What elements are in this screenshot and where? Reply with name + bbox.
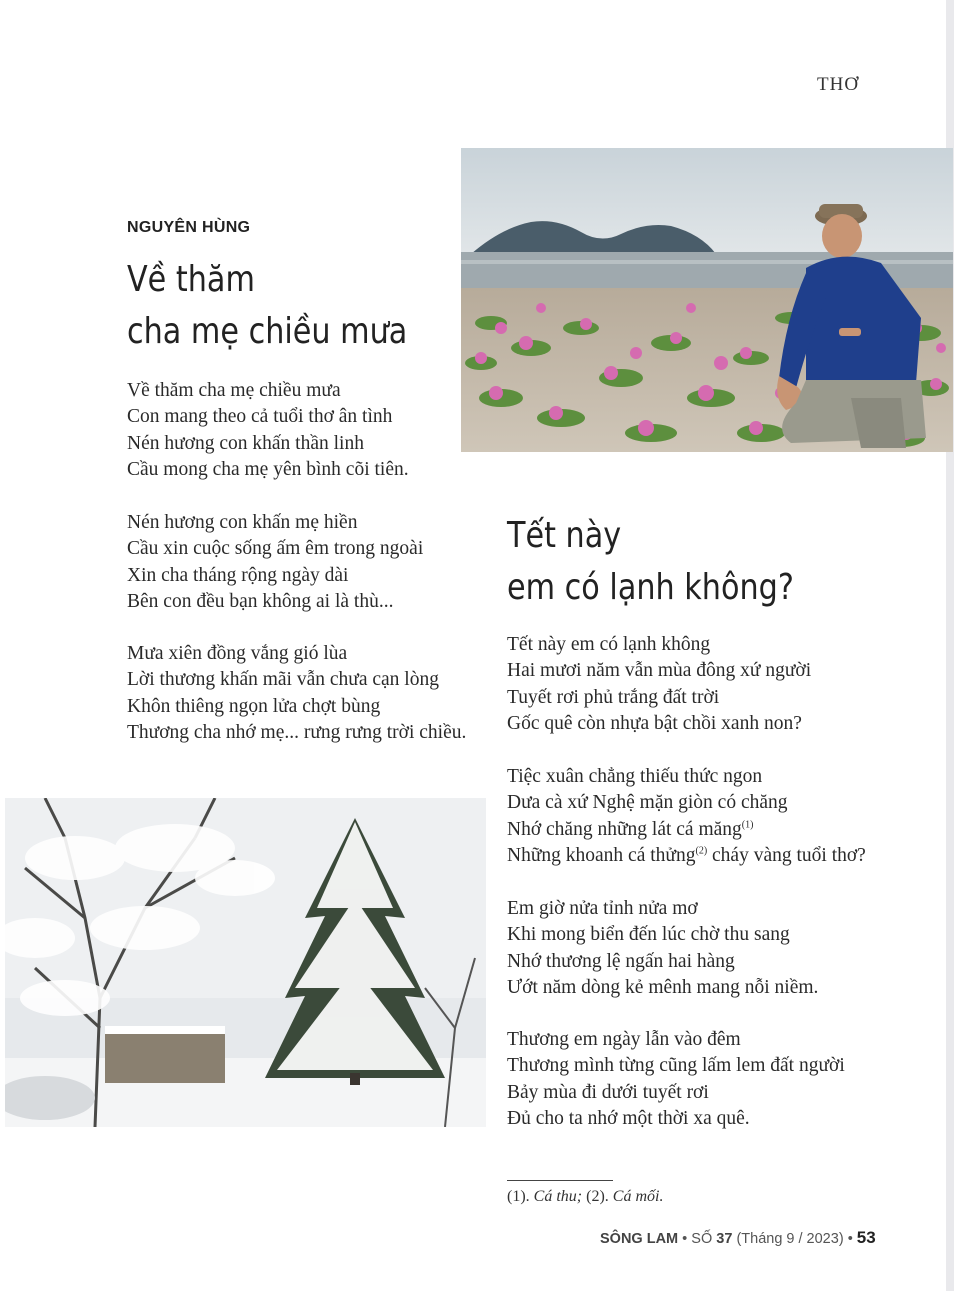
footnote-text: Cá mối. [612, 1188, 664, 1205]
poem-line: Cầu xin cuộc sống ấm êm trong ngoài [127, 538, 424, 560]
poem-line: Về thăm cha mẹ chiều mưa [127, 380, 341, 401]
poem-line: Hai mươi năm vẫn mùa đông xứ người [507, 660, 812, 682]
magazine-name: SÔNG LAM [600, 1231, 679, 1247]
issue-date: (Tháng 9 / 2023) [736, 1231, 844, 1247]
poem1-stanza [127, 641, 466, 746]
poem2-stanza [507, 896, 818, 1001]
poem2-stanza [507, 764, 866, 869]
poem1-title [127, 254, 407, 358]
poem-line: Bên con đều bạn không ai là thù... [127, 590, 394, 612]
poem-line: Gốc quê còn nhựa bật chồi xanh non? [507, 712, 802, 734]
issue-number: 37 [716, 1231, 733, 1247]
poem-line: Thương cha nhớ mẹ... rưng rưng trời chiều. [127, 721, 467, 743]
poem1-stanza [127, 510, 423, 615]
poem-line: Nhớ thương lệ ngấn hai hàng [507, 950, 735, 972]
poem-line [507, 817, 866, 843]
poem-line [507, 843, 866, 869]
poem-line-text: Những khoanh cá thửng [507, 844, 696, 866]
poem-line: Tuyết rơi phủ trắng đất trời [507, 686, 720, 708]
poem-line: Dưa cà xứ Nghệ mặn giòn có chăng [507, 792, 788, 814]
poem-line: Tết này em có lạnh không [507, 634, 711, 655]
poem1-author: NGUYÊN HÙNG [127, 219, 251, 236]
poem1-stanza [127, 378, 409, 483]
poem2-stanza [507, 1027, 845, 1132]
page-footer [600, 1228, 876, 1248]
footnote-ref-2: (2) [695, 845, 708, 857]
poem-line: Lời thương khấn mãi vẫn chưa cạn lòng [127, 669, 439, 691]
footnote-text: Cá thu; [533, 1188, 587, 1205]
poem-line: Khôn thiêng ngọn lửa chợt bùng [127, 695, 381, 717]
section-label: THƠ [817, 74, 860, 95]
poem-line: Con mang theo cả tuổi thơ ân tình [127, 406, 393, 428]
footer-separator: • [847, 1231, 853, 1247]
poem-line-text: Nhớ chăng những lát cá măng [507, 818, 742, 840]
poem-line: Ướt năm dòng kẻ mênh mang nỗi niềm. [507, 976, 819, 998]
poem-line: Nén hương con khấn mẹ hiền [127, 512, 358, 533]
poem-line: Bảy mùa đi dưới tuyết rơi [507, 1081, 709, 1103]
poem2-title-line: Tết này [507, 515, 622, 556]
footnote-marker: (1). [507, 1188, 534, 1205]
photo-author-beach [461, 148, 953, 452]
poem-line: Mưa xiên đồng vắng gió lùa [127, 643, 348, 664]
poem-line: Em giờ nửa tỉnh nửa mơ [507, 898, 698, 919]
poem-line: Tiệc xuân chẳng thiếu thức ngon [507, 766, 763, 787]
poem2-title-line: em có lạnh không? [507, 567, 794, 608]
poem-line: Thương em ngày lẫn vào đêm [507, 1029, 741, 1050]
footnote-ref-1: (1) [741, 819, 754, 831]
footnote-marker: (2). [586, 1188, 613, 1205]
poem1-title-line: Về thăm [127, 259, 255, 300]
poem-line: Thương mình từng cũng lấm lem đất người [507, 1055, 845, 1077]
poem1-title-line: cha mẹ chiều mưa [127, 311, 408, 352]
footnote-divider [507, 1180, 613, 1181]
poem-line-text: cháy vàng tuổi thơ? [712, 844, 866, 866]
issue-label: SỐ [691, 1231, 713, 1247]
photo-snow-trees [5, 798, 486, 1127]
footnote [507, 1188, 663, 1206]
page-number: 53 [856, 1228, 876, 1247]
poem-line: Đủ cho ta nhớ một thời xa quê. [507, 1107, 750, 1129]
poem2-title [507, 510, 794, 614]
poem-line: Khi mong biển đến lúc chờ thu sang [507, 924, 790, 946]
poem2-stanza [507, 632, 811, 737]
poem-line: Cầu mong cha mẹ yên bình cõi tiên. [127, 458, 409, 480]
poem-line: Nén hương con khấn thần linh [127, 432, 364, 454]
poem-line: Xin cha tháng rộng ngày dài [127, 564, 349, 586]
footer-separator: • [682, 1231, 688, 1247]
